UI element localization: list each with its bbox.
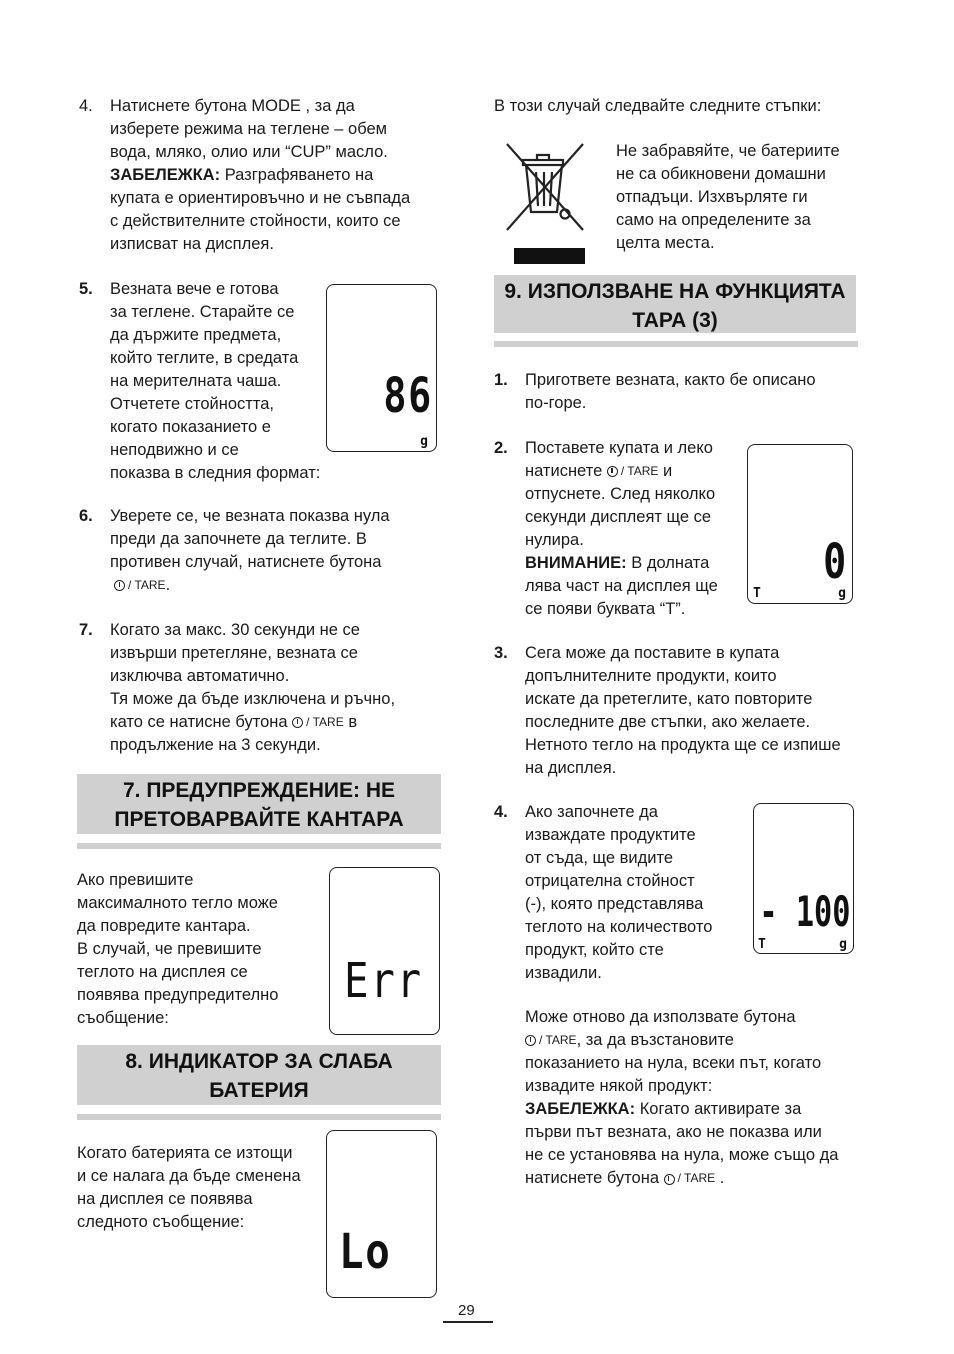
text-line: Сега може да поставите в купата	[525, 644, 780, 662]
item-number: 2.	[494, 439, 508, 457]
text-line: неподвижно и се	[110, 441, 239, 459]
tare-text: / TARE	[677, 1171, 716, 1186]
section-8-text	[77, 1142, 317, 1234]
item-7-text	[110, 619, 440, 757]
text-fragment: В долната	[626, 554, 710, 573]
text-line: вода, мляко, олио или “CUP” масло.	[110, 143, 388, 161]
heading-line: БАТЕРИЯ	[209, 1079, 309, 1102]
text-line: Ако започнете да	[525, 803, 658, 821]
display-value: Err	[344, 953, 423, 1009]
note-label: ЗАБЕЛЕЖКА:	[525, 1100, 636, 1119]
text-line: продължение на 3 секунди.	[110, 736, 321, 755]
text-line: купата е ориентировъчно и не съвпада	[110, 189, 411, 207]
text-line: с действителните стойности, които се	[110, 212, 401, 230]
section-7-text	[77, 869, 317, 1030]
text-line	[525, 1029, 870, 1052]
text-line: извадили.	[525, 964, 602, 982]
text-line: противен случай, натиснете бутона	[110, 553, 382, 571]
text-line	[525, 460, 740, 483]
page-number: 29	[458, 1302, 475, 1319]
intro-text: В този случай следвайте следните стъпки:	[494, 97, 822, 115]
note-line	[110, 164, 440, 187]
text-line: от съда, ще видите	[525, 849, 674, 867]
power-icon	[292, 717, 303, 728]
tare-button-label	[525, 1029, 577, 1052]
text-line: да държите предмета,	[110, 326, 282, 344]
heading-line: 7. ПРЕДУПРЕЖДЕНИЕ: НЕ	[122, 779, 396, 802]
text-line: по-горе.	[525, 394, 587, 412]
text-line: който теглите, в средата	[110, 349, 299, 367]
text-line: Пригответе везната, както бе описано	[525, 371, 816, 389]
text-line: Когато за макс. 30 секунди не се	[110, 621, 360, 639]
heading-line: ТАРА (3)	[632, 309, 718, 332]
unit-label: g	[420, 434, 430, 449]
item-5-text	[110, 278, 350, 485]
text-fragment: като се натисне бутона	[110, 713, 288, 731]
text-line: Може отново да използвате бутона	[525, 1008, 796, 1026]
text-line: (-), която представлява	[525, 895, 704, 913]
unit-label: g	[839, 937, 849, 952]
text-line: на дисплея се появява	[77, 1190, 253, 1208]
text-line: теглото на дисплея се	[77, 963, 248, 981]
section-divider	[494, 341, 858, 347]
text-line: целта места.	[616, 234, 715, 252]
text-line: показва в следния формат:	[110, 464, 321, 482]
crossed-bin-icon	[503, 140, 587, 266]
power-icon	[607, 466, 618, 477]
section-divider	[77, 843, 441, 849]
text-line: за теглене. Старайте се	[110, 303, 295, 321]
tare-indicator: T	[753, 586, 763, 601]
item-3-text	[525, 642, 870, 780]
text-line: само на определените за	[616, 211, 811, 229]
heading-line: 8. ИНДИКАТОР ЗА СЛАБА	[125, 1050, 393, 1073]
text-line: нулира.	[525, 531, 584, 550]
text-line: Ако превишите	[77, 871, 194, 889]
text-line: и се налага да бъде сменена	[77, 1167, 301, 1185]
text-line: лява част на дисплея ще	[525, 577, 718, 596]
text-line	[110, 711, 440, 734]
text-line: максималното тегло може	[77, 894, 278, 912]
text-line: на дисплея.	[525, 759, 617, 777]
lcd-display	[326, 1130, 437, 1298]
text-line: изписват на дисплея.	[110, 235, 274, 253]
text-fragment: и	[663, 462, 673, 480]
section-divider	[77, 1114, 441, 1120]
text-line: Натиснете бутона MODE , за да	[110, 97, 355, 115]
display-value: Lo	[339, 1224, 392, 1280]
warning-label: ВНИМАНИЕ:	[525, 554, 627, 573]
text-line: отрицателна стойност	[525, 872, 695, 890]
item-number: 4.	[494, 803, 508, 821]
display-value: 0	[823, 534, 848, 590]
text-line: не се установява на нула, може също да	[525, 1146, 839, 1165]
text-line: следното съобщение:	[77, 1213, 245, 1231]
tare-button-label	[607, 460, 659, 483]
text-line: да повредите кантара.	[77, 917, 251, 935]
text-fragment: Когато активирате за	[635, 1100, 802, 1119]
lcd-display	[326, 284, 437, 452]
text-line: на мерителната чаша.	[110, 372, 282, 390]
lcd-display	[753, 803, 854, 954]
item-4-right-text	[525, 801, 740, 985]
section-9-heading	[494, 275, 856, 333]
item-number: 5.	[79, 280, 93, 298]
item-4-right-continued	[525, 1006, 870, 1190]
power-icon	[114, 580, 125, 591]
text-line: извадите някой продукт:	[525, 1077, 713, 1096]
note-line	[525, 1098, 870, 1121]
text-line: отпуснете. След няколко	[525, 485, 716, 504]
item-1-text	[525, 369, 865, 415]
text-line	[525, 1167, 870, 1190]
item-2-text	[525, 437, 740, 621]
tare-text: / TARE	[620, 464, 659, 479]
text-fragment: , за да възстановите	[576, 1031, 734, 1049]
section-8-heading	[77, 1045, 441, 1105]
item-number: 1.	[494, 371, 508, 389]
text-line: извърши претегляне, везната се	[110, 644, 358, 662]
display-value: 86	[383, 368, 433, 424]
heading-line: 9. ИЗПОЛЗВАНЕ НА ФУНКЦИЯТА	[504, 280, 846, 303]
text-line: появява предупредително	[77, 986, 279, 1004]
text-line	[110, 574, 440, 597]
text-line: Когато батерията се изтощи	[77, 1144, 293, 1162]
section-7-heading	[77, 774, 441, 834]
display-value: - 100	[758, 887, 850, 936]
item-4-text	[110, 95, 440, 256]
text-line: последните две стъпки, ако желаете.	[525, 713, 811, 731]
note-label: ЗАБЕЛЕЖКА:	[110, 166, 221, 184]
text-line: Везната вече е готова	[110, 280, 279, 298]
text-line: когато показанието е	[110, 418, 271, 436]
text-line: Не забравяйте, че батериите	[616, 142, 840, 160]
item-number: 6.	[79, 507, 93, 525]
weee-text	[616, 140, 866, 255]
tare-text: / TARE	[539, 1033, 577, 1048]
warning-line	[525, 552, 740, 575]
text-line: секунди дисплеят ще се	[525, 508, 712, 527]
tare-indicator: T	[758, 937, 768, 952]
text-line: искате да претеглите, като повторите	[525, 690, 813, 708]
page-number-underline	[443, 1321, 493, 1323]
text-line: Отчетете стойността,	[110, 395, 274, 413]
text-line: не са обикновени домашни	[616, 165, 826, 183]
text-line: показанието на нула, всеки път, когато	[525, 1054, 822, 1073]
text-line: Тя може да бъде изключена и ръчно,	[110, 690, 396, 708]
tare-button-label	[292, 711, 344, 734]
text-fragment: в	[348, 713, 358, 731]
text-line: изберете режима на теглене – обем	[110, 120, 387, 138]
item-number: 7.	[79, 621, 93, 639]
power-icon	[664, 1174, 675, 1185]
text-line: Уверете се, че везната показва нула	[110, 507, 390, 525]
tare-text: / TARE	[306, 715, 344, 730]
text-line: преди да започнете да теглите. В	[110, 530, 367, 548]
lcd-display	[747, 444, 853, 604]
text-fragment: натиснете	[525, 462, 603, 480]
text-line: отпадъци. Изхвърляте ги	[616, 188, 808, 206]
text-line: Нетното тегло на продукта ще се изпише	[525, 736, 841, 754]
tare-button-label	[664, 1167, 716, 1190]
text-line: допълнителните продукти, които	[525, 667, 777, 685]
heading-line: ПРЕТОВАРВАЙТЕ КАНТАРА	[114, 808, 404, 831]
item-number: 3.	[494, 644, 508, 662]
text-line: В случай, че превишите	[77, 940, 262, 958]
item-6-text	[110, 505, 440, 597]
text-line: съобщение:	[77, 1009, 169, 1027]
text-fragment: .	[719, 1169, 725, 1188]
lcd-display	[329, 867, 440, 1035]
tare-text: / TARE	[128, 578, 166, 593]
text-line: изключва автоматично.	[110, 667, 290, 685]
unit-label: g	[838, 586, 848, 601]
text-line: изваждате продуктите	[525, 826, 696, 844]
text-line: първи път везната, ако не показва или	[525, 1123, 822, 1142]
item-number: 4.	[79, 97, 93, 115]
text-fragment: Разграфяването на	[220, 166, 374, 184]
text-fragment: натиснете бутона	[525, 1169, 659, 1188]
text-line: се появи буквата “T”.	[525, 600, 686, 619]
tare-button-label	[114, 574, 166, 597]
text-fragment: .	[165, 576, 171, 594]
power-icon	[525, 1035, 536, 1046]
text-line: теглото на количеството	[525, 918, 713, 936]
text-line: Поставете купата и леко	[525, 439, 713, 457]
text-line: продукт, който сте	[525, 941, 664, 959]
